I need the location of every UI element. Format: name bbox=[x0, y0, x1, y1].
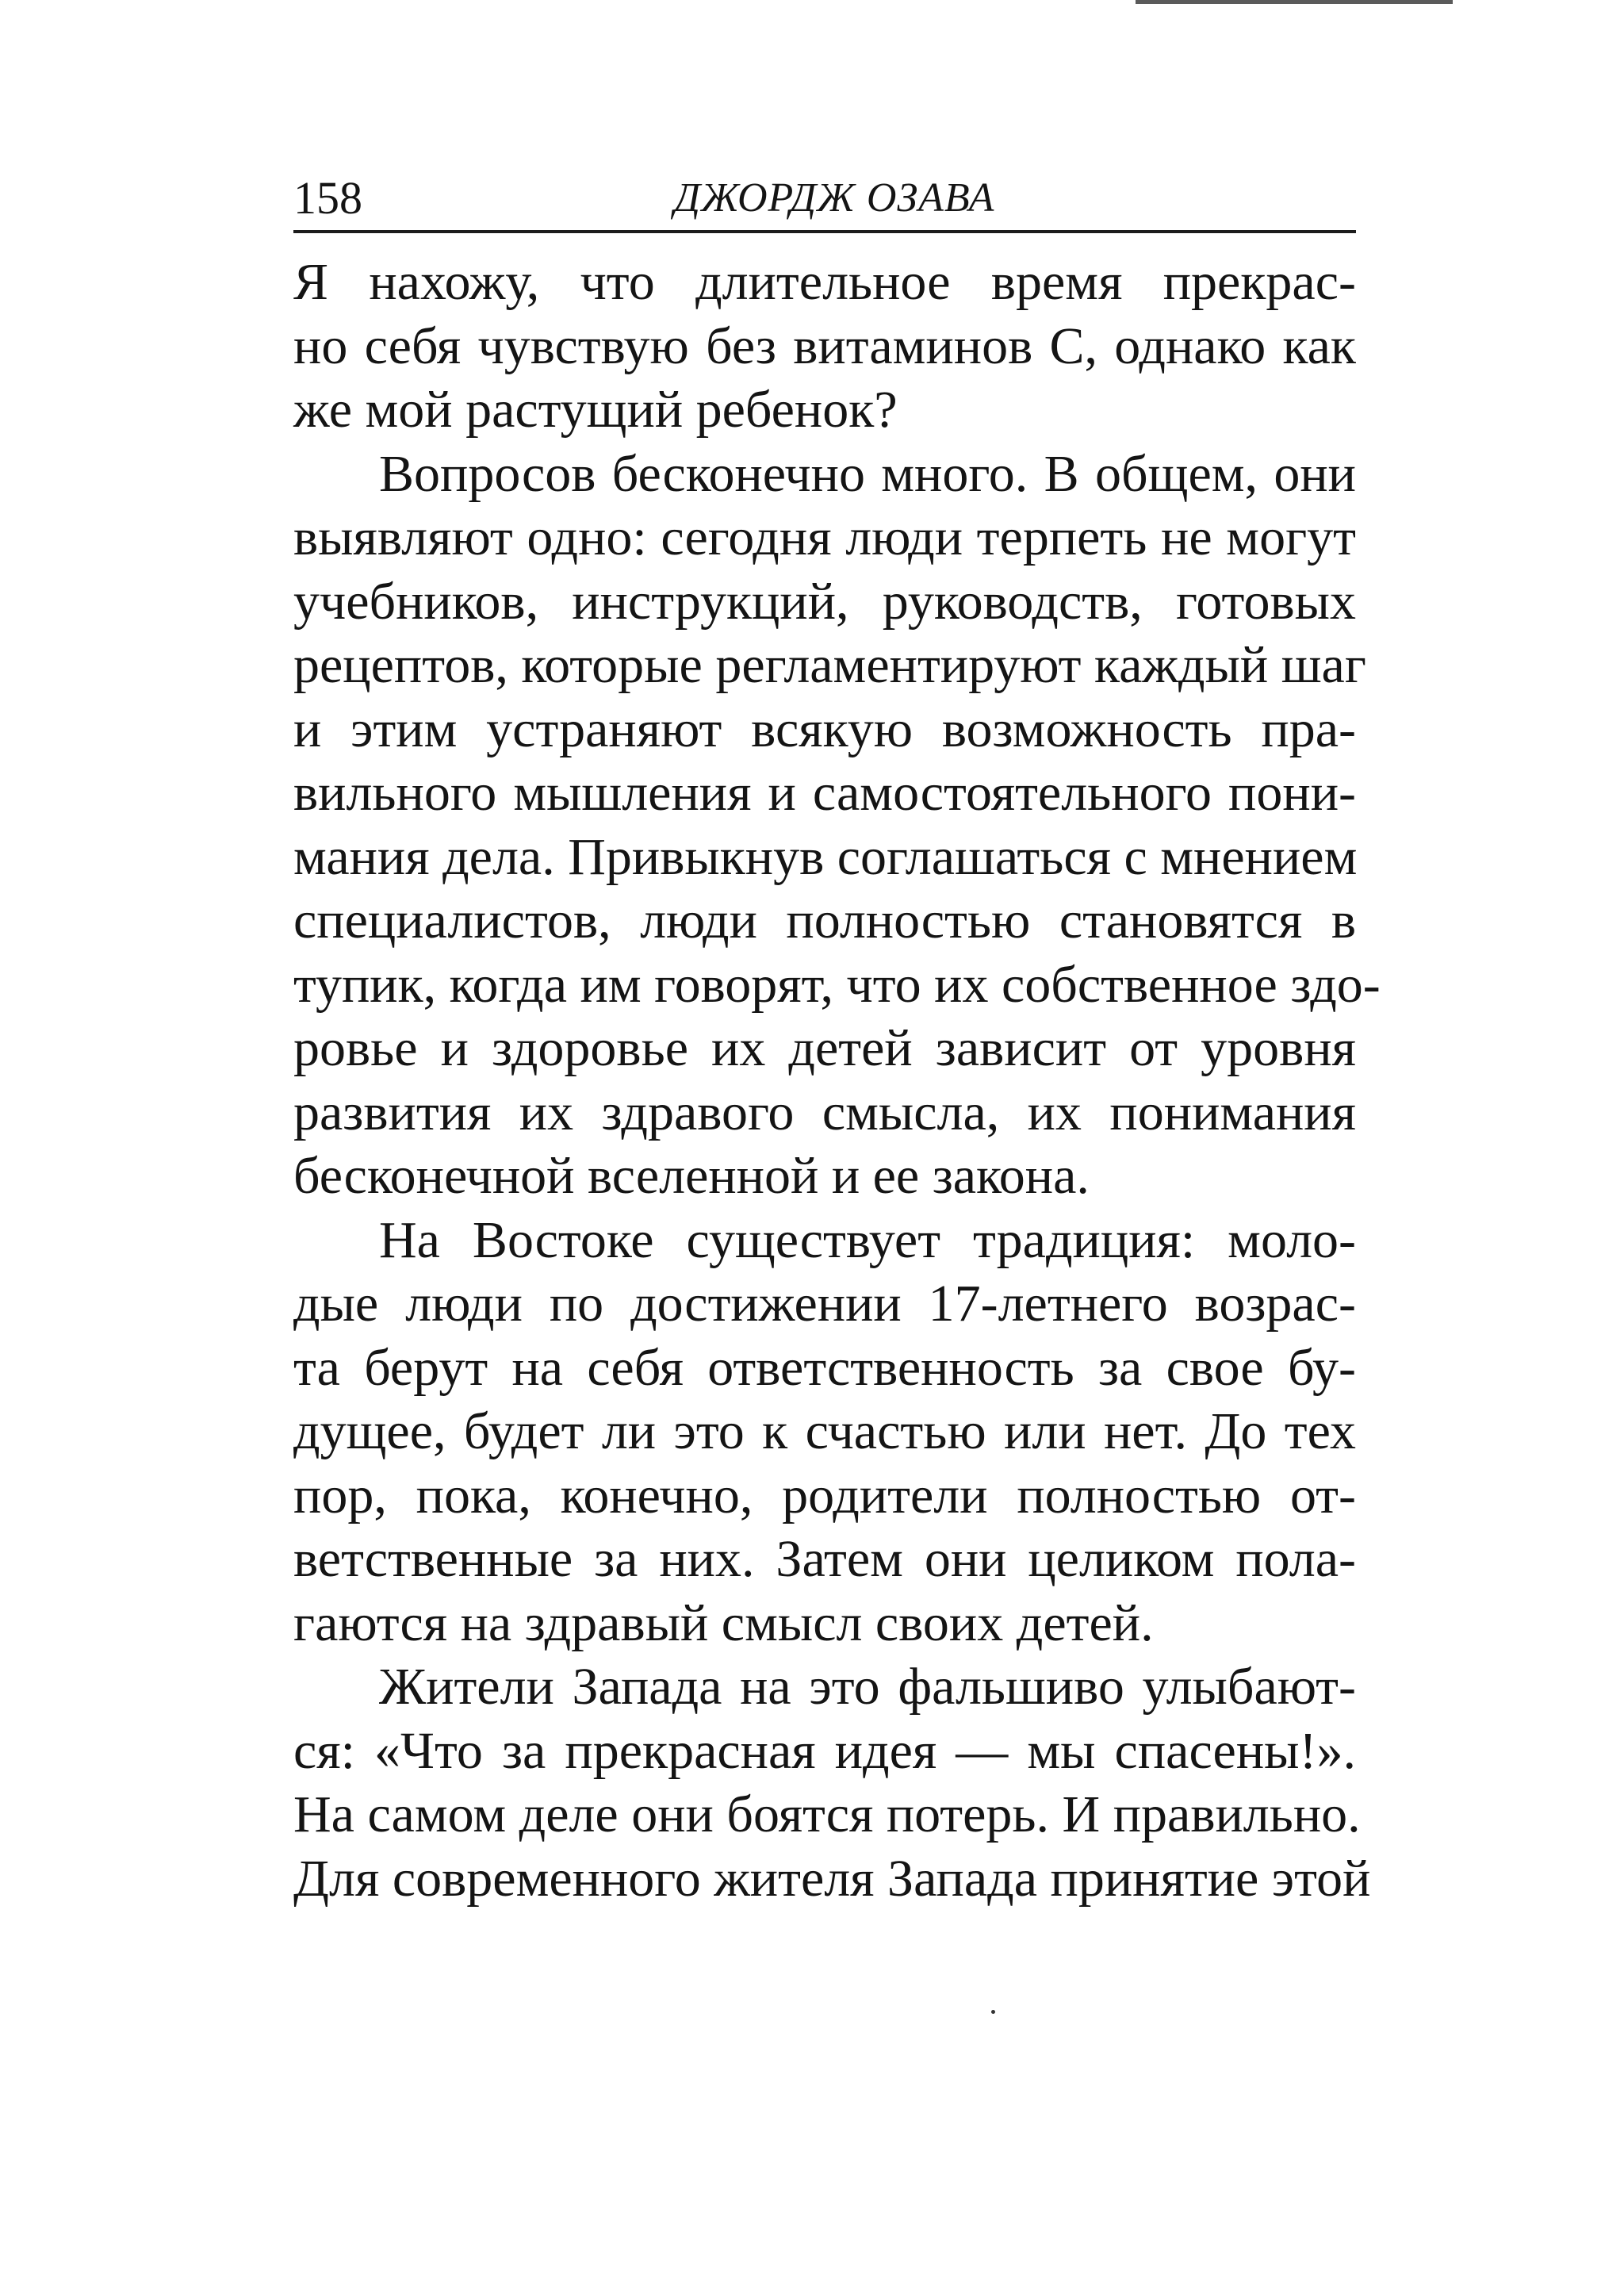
text-line: учебников, инструкций, руководств, готовых bbox=[293, 572, 1356, 631]
text-line: же мой растущий ребенок? bbox=[293, 381, 898, 439]
text-line: Я нахожу, что длительное время прекрас- bbox=[293, 253, 1356, 311]
scan-top-rule bbox=[1136, 0, 1453, 4]
text-line: ровье и здоровье их детей зависит от уровня bbox=[293, 1019, 1356, 1077]
text-line: На Востоке существует традиция: моло- bbox=[379, 1210, 1356, 1269]
text-line: вильного мышления и самостоятельного пони- bbox=[293, 764, 1356, 822]
text-line: специалистов, люди полностью становятся в bbox=[293, 892, 1356, 949]
text-line: бесконечной вселенной и ее закона. bbox=[293, 1147, 1090, 1205]
body-text bbox=[293, 251, 1381, 1911]
text-line: пор, пока, конечно, родители полностью от- bbox=[293, 1466, 1356, 1524]
text-line: тупик, когда им говорят, что их собственное здо- bbox=[293, 955, 1381, 1014]
text-line: та берут на себя ответственность за свое бу- bbox=[293, 1338, 1356, 1397]
text-line: На самом деле они боятся потерь. И правильно. bbox=[293, 1785, 1361, 1843]
text-line: рецептов, которые регламентируют каждый шаг bbox=[293, 636, 1366, 694]
text-line: ся: «Что за прекрасная идея — мы спасены!». bbox=[293, 1721, 1356, 1780]
text-line: выявляют одно: сегодня люди терпеть не могут bbox=[293, 508, 1356, 566]
text-line: дущее, будет ли это к счастью или нет. До тех bbox=[293, 1402, 1356, 1460]
text-line: дые люди по достижении 17-летнего возрас- bbox=[293, 1275, 1356, 1333]
text-line: Жители Запада на это фальшиво улыбают- bbox=[379, 1658, 1356, 1716]
text-line: Для современного жителя Запада принятие этой bbox=[293, 1849, 1371, 1908]
page-number: 158 bbox=[293, 172, 362, 224]
text-line: гаются на здравый смысл своих детей. bbox=[293, 1593, 1154, 1652]
text-line: Вопросов бесконечно много. В общем, они bbox=[379, 444, 1356, 503]
text-line: мания дела. Привыкнув соглашаться с мнением bbox=[293, 827, 1358, 886]
text-line: развития их здравого смысла, их понимания bbox=[293, 1083, 1356, 1141]
running-title: ДЖОРДЖ ОЗАВА bbox=[674, 175, 995, 221]
text-line: ветственные за них. Затем они целиком пола- bbox=[293, 1530, 1356, 1588]
running-head bbox=[293, 167, 1356, 233]
text-line: но себя чувствую без витаминов С, однако как bbox=[293, 316, 1356, 375]
scan-speck bbox=[991, 2010, 995, 2014]
text-line: и этим устраняют всякую возможность пра- bbox=[293, 700, 1356, 758]
